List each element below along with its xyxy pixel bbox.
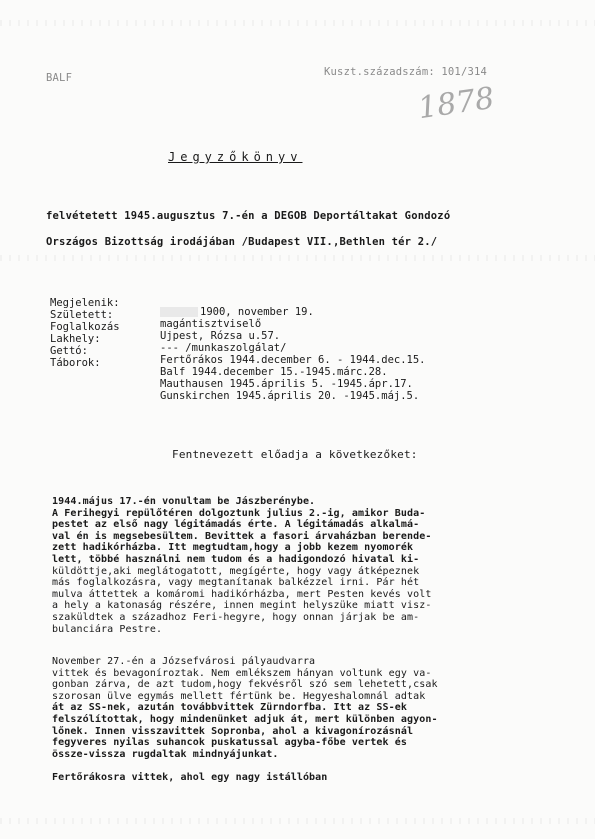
paragraph-line: szaküldtek a századhoz Feri-hegyre, hogy onnan járjak be am- <box>52 611 420 623</box>
paragraph-2 <box>52 656 552 760</box>
document-title: Jegyzőkönyv <box>168 150 303 164</box>
paragraph-line: Fertőrákosra vittek, ahol egy nagy istállóban <box>52 772 328 783</box>
value-camp-2: Balf 1944.december 15.-1945.márc.28. <box>160 366 388 378</box>
paragraph-line: fegyveres nyilas suhancok puskatussal agyba-főbe vertek és <box>52 737 407 749</box>
paragraph-line: gonban zárva, de azt tudom,hogy fekvésről szó sem lehetett,csak <box>52 679 438 691</box>
scan-noise <box>0 255 595 261</box>
field-labels <box>50 297 120 369</box>
label-occupation: Foglalkozás <box>50 321 120 333</box>
paragraph-line: November 27.-én a Józsefvárosi pályaudvarra <box>52 656 316 667</box>
value-camp-3: Mauthausen 1945.április 5. -1945.ápr.17. <box>160 378 413 390</box>
value-occupation: magántisztviselő <box>160 318 262 330</box>
paragraph-line: bulanciára Pestre. <box>52 623 163 635</box>
label-ghetto: Gettó: <box>50 345 88 357</box>
paragraph-line: át az SS-nek, azután továbbvittek Zürndorfba. Itt az SS-ek <box>52 702 407 714</box>
paragraph-line: lőnek. Innen visszavittek Sopronba, ahol a kivagonírozásnál <box>52 725 414 737</box>
value-residence: Ujpest, Rózsa u.57. <box>160 330 281 342</box>
scan-noise <box>0 818 595 824</box>
paragraph-line: össze-vissza rugdaltak mindnyájunkat. <box>52 748 279 760</box>
paragraph-line: pestet az első nagy légitámadás érte. A légitámadás alkalmá- <box>52 519 420 531</box>
paragraph-line: szorosan ülve egymás mellett fértünk be. Hegyeshalomnál adtak <box>52 690 426 702</box>
value-ghetto: --- /munkaszolgálat/ <box>160 342 287 354</box>
value-camp-4: Gunskirchen 1945.április 20. -1945.máj.5. <box>160 390 420 402</box>
value-born: 1900, november 19. <box>160 306 426 318</box>
handwritten-number: 1878 <box>415 80 497 127</box>
redaction-mark <box>160 307 198 317</box>
paragraph-1 <box>52 496 552 635</box>
statement-heading: Fentnevezett előadja a következőket: <box>172 448 418 461</box>
paragraph-line: A Ferihegyi repülőtéren dolgoztunk julius 2.-ig, amikor Buda- <box>52 507 426 519</box>
paragraph-line: 1944.május 17.-én vonultam be Jászberénybe. <box>52 496 316 507</box>
paragraph-3 <box>52 772 552 784</box>
paragraph-line: val én is megsebesültem. Bevittek a fasori árvaházban berende- <box>52 530 432 542</box>
paragraph-line: felszólítottak, hogy mindenünket adjuk át, mert különben agyon- <box>52 713 438 725</box>
intro-line-1: felvétetett 1945.augusztus 7.-én a DEGOB Deportáltakat Gondozó <box>46 210 451 222</box>
paragraph-line: más foglalkozásra, vagy megtanítanak balkézzel irni. Pár hét <box>52 577 420 589</box>
paragraph-line: mulva áttettek a komáromi hadikórházba, mert Pesten kevés volt <box>52 588 432 600</box>
value-camp-1: Fertőrákos 1944.december 6. - 1944.dec.15. <box>160 354 426 366</box>
paragraph-line: a hely a katonaság részére, innen megint helyszüke miatt visz- <box>52 600 432 612</box>
paragraph-line: zett hadikórházba. Itt megtudtam,hogy a jobb kezem nyomorék <box>52 542 414 554</box>
paragraph-line: vittek és bevagoníroztak. Nem emlékszem hányan voltunk egy va- <box>52 667 432 679</box>
intro-line-2: Országos Bizottság irodájában /Budapest VII.,Bethlen tér 2./ <box>46 236 438 248</box>
header-location: BALF <box>46 72 73 84</box>
label-camps: Táborok: <box>50 357 101 369</box>
field-values <box>160 306 426 402</box>
label-born: Született: <box>50 309 114 321</box>
paragraph-line: lett, többé használni nem tudom és a hadigondozó hivatal ki- <box>52 553 420 565</box>
header-reference-number: Kuszt.századszám: 101/314 <box>324 66 488 78</box>
label-appears: Megjelenik: <box>50 297 120 309</box>
paragraph-line: küldöttje,aki meglátogatott, megígérte, hogy vagy átképeznek <box>52 565 420 577</box>
label-residence: Lakhely: <box>50 333 101 345</box>
scan-noise <box>0 20 595 26</box>
